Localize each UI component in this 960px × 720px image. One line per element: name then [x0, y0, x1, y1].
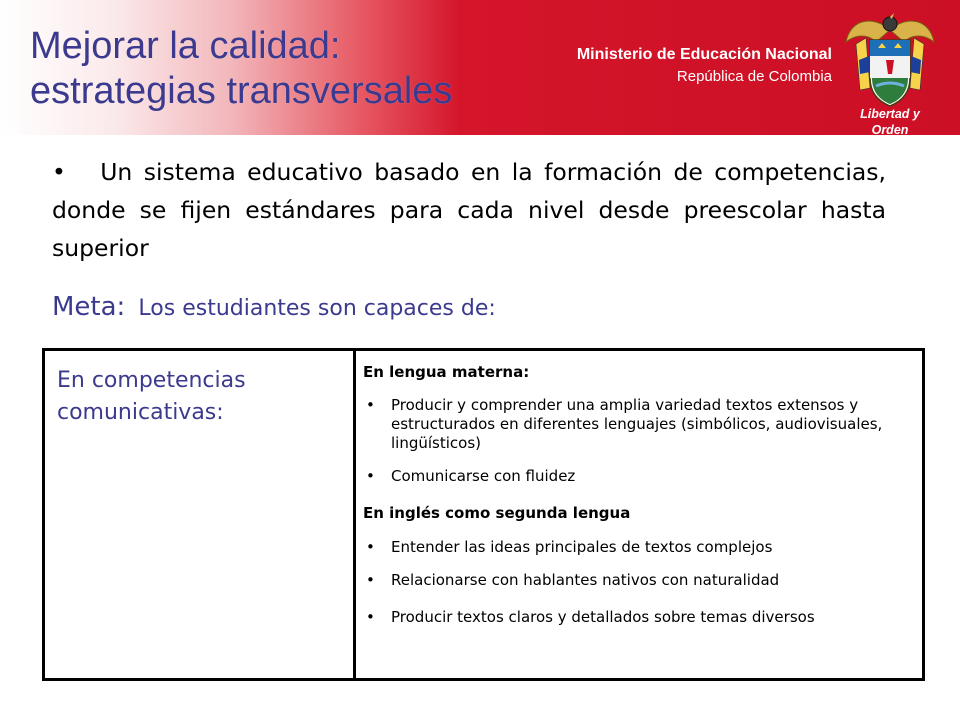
page-title-line-1: Mejorar la calidad: — [30, 25, 341, 67]
list-ingles — [363, 538, 919, 627]
table-left-cell: En competencias comunicativas: — [57, 368, 246, 425]
header-banner — [0, 0, 960, 135]
table-right-cell — [363, 363, 919, 627]
list-lengua-materna — [363, 396, 919, 486]
competencies-table — [42, 348, 925, 681]
intro-text: Un sistema educativo basado en la formación de competencias, donde se fijen estándares para cada nivel desde preescolar hasta superior — [52, 158, 886, 262]
motto-text: Libertad y Orden — [860, 107, 920, 137]
list-item: • Relacionarse con hablantes nativos con naturalidad — [363, 571, 919, 590]
table-divider — [353, 351, 356, 678]
republic-name: República de Colombia — [676, 68, 832, 85]
list-item: • Entender las ideas principales de textos complejos — [363, 538, 919, 557]
list-item: • Comunicarse con fluidez — [363, 467, 919, 486]
page-title — [30, 24, 550, 114]
section-heading-lengua-materna: En lengua materna: — [363, 363, 530, 381]
list-item: • Producir textos claros y detallados sobre temas diversos — [363, 608, 919, 627]
ministry-name: Ministerio de Educación Nacional — [576, 46, 832, 63]
section-heading-ingles: En inglés como segunda lengua — [363, 504, 631, 522]
ministry-block — [577, 44, 832, 88]
meta-description: Los estudiantes son capaces de: — [138, 296, 496, 321]
intro-bullet: • — [52, 158, 66, 186]
page-title-line-2: estrategias transversales — [30, 70, 453, 112]
list-item: • Producir y comprender una amplia variedad textos extensos y estructurados en diferentes lenguajes (simbólicos, audiovisuales, lingüísticos) — [363, 396, 919, 453]
meta-label: Meta: — [52, 292, 126, 322]
intro-paragraph — [52, 153, 886, 267]
meta-line — [52, 292, 752, 322]
